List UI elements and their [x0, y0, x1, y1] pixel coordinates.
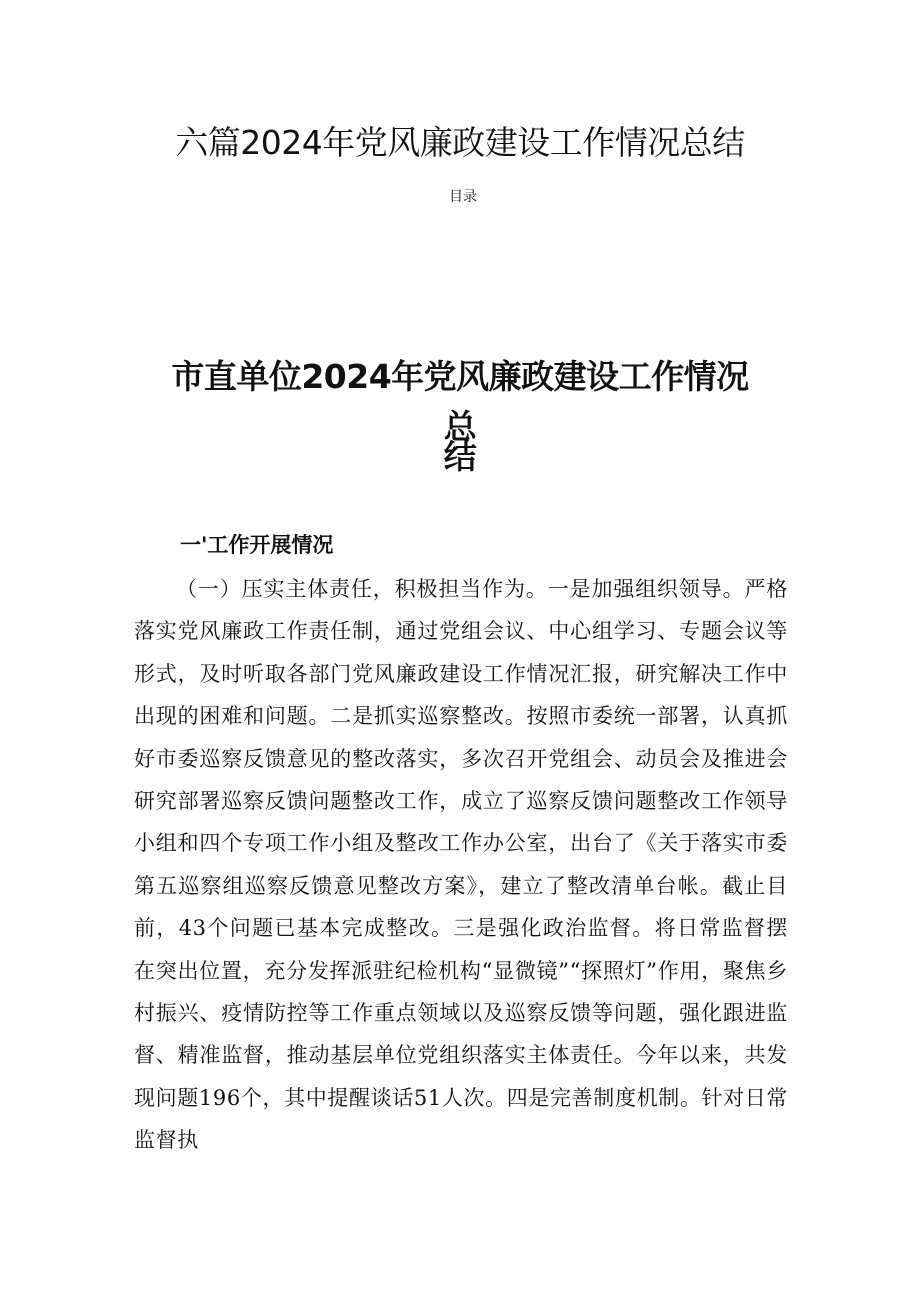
- section-title-line-2: 结: [443, 437, 477, 476]
- table-of-contents-label: 目录: [449, 189, 477, 205]
- section-subheading: 一'工作开展情况: [180, 533, 334, 557]
- document-title: 六篇2024年党风廉政建设工作情况总结: [175, 123, 745, 162]
- body-paragraph: （一）压实主体责任，积极担当作为。一是加强组织领导。严格落实党风廉政工作责任制，通过党组会议、中心组学习、专题会议等形式，及时听取各部门党风廉政建设工作情况汇报，研究解决工作中出现的困难和问题。二是抓实巡察整改。按照市委统一部署，认真抓好市委巡察反馈意见的整改落实，多次召开党组会、动员会及推进会研究部署巡察反馈问题整改工作，成立了巡察反馈问题整改工作领导小组和四个专项工作小组及整改工作办公室，出台了《关于落实市委第五巡察组巡察反馈意见整改方案》，建立了整改清单台帐。截止目前，43个问题已基本完成整改。三是强化政治监督。将日常监督摆在突出位置，充分发挥派驻纪检机构“显微镜”“探照灯”作用，聚焦乡村振兴、疫情防控等工作重点领域以及巡察反馈等问题，强化跟进监督、精准监督，推动基层单位党组织落实主体责任。今年以来，共发现问题196个，其中提醒谈话51人次。四是完善制度机制。针对日常监督执: [134, 577, 788, 1153]
- section-title-line-1: 市直单位2024年党风廉政建设工作情况总: [171, 357, 749, 446]
